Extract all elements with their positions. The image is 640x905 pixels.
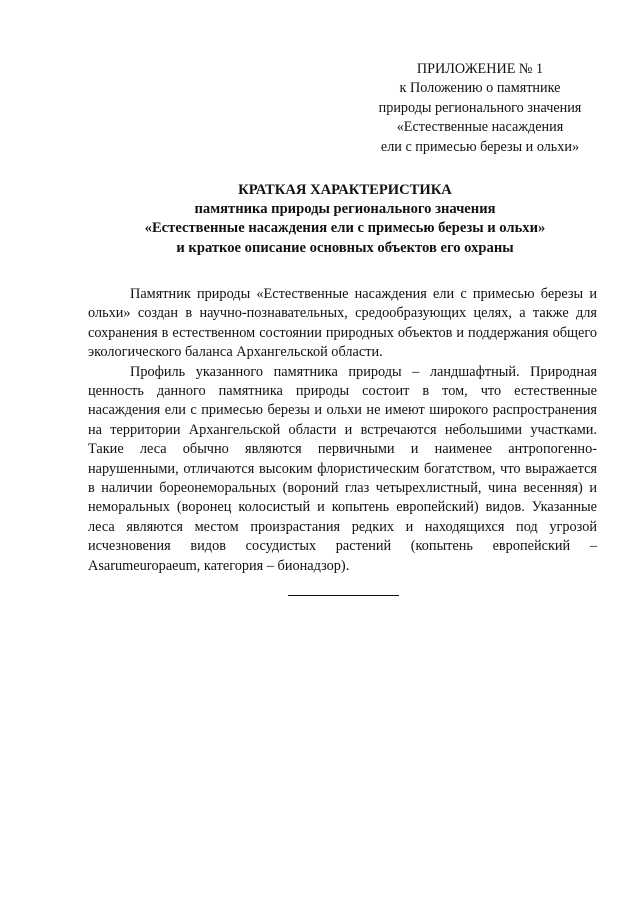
body-paragraph: Профиль указанного памятника природы – ландшафтный. Природная ценность данного памятника природы состоит в том, что естественные насаждения ели с примесью березы и ольхи не имеют широкого распространения на территории Архангельской области и встречаются небольшими участками. Такие леса обычно являются первичными и наименее антропогенно-нарушенными, отличаются высоким флористическим богатством, что выражается в наличии бореонеморальных (вороний глаз четырехлистный, чина весенняя) и неморальных (воронец колосистый и копытень европейский) видов. Указанные леса являются местом произрастания редких и находящихся под угрозой исчезновения видов сосудистых растений (копытень европейский – Asarumeuropaeum, категория – бионадзор). bbox=[88, 363, 597, 574]
document-body bbox=[88, 285, 597, 576]
document-title bbox=[60, 181, 630, 258]
appendix-header bbox=[360, 60, 600, 157]
title-heading: КРАТКАЯ ХАРАКТЕРИСТИКА bbox=[238, 182, 452, 198]
closing-divider bbox=[288, 595, 399, 596]
title-line: и краткое описание основных объектов его охраны bbox=[176, 239, 514, 256]
appendix-number: ПРИЛОЖЕНИЕ № 1 bbox=[416, 61, 544, 77]
body-paragraph: Памятник природы «Естественные насаждения ели с примесью березы и ольхи» создан в научно-познавательных, средообразующих целях, а также для сохранения в естественном состоянии природных объектов и поддержания общего экологического баланса Архангельской области. bbox=[88, 286, 597, 361]
appendix-line: к Положению о памятнике bbox=[399, 80, 561, 97]
title-line: «Естественные насаждения ели с примесью березы и ольхи» bbox=[144, 220, 546, 237]
appendix-line: природы регионального значения bbox=[378, 99, 582, 116]
appendix-line: ели с примесью березы и ольхи» bbox=[380, 138, 580, 155]
title-line: памятника природы регионального значения bbox=[194, 201, 496, 218]
appendix-line: «Естественные насаждения bbox=[396, 119, 564, 136]
